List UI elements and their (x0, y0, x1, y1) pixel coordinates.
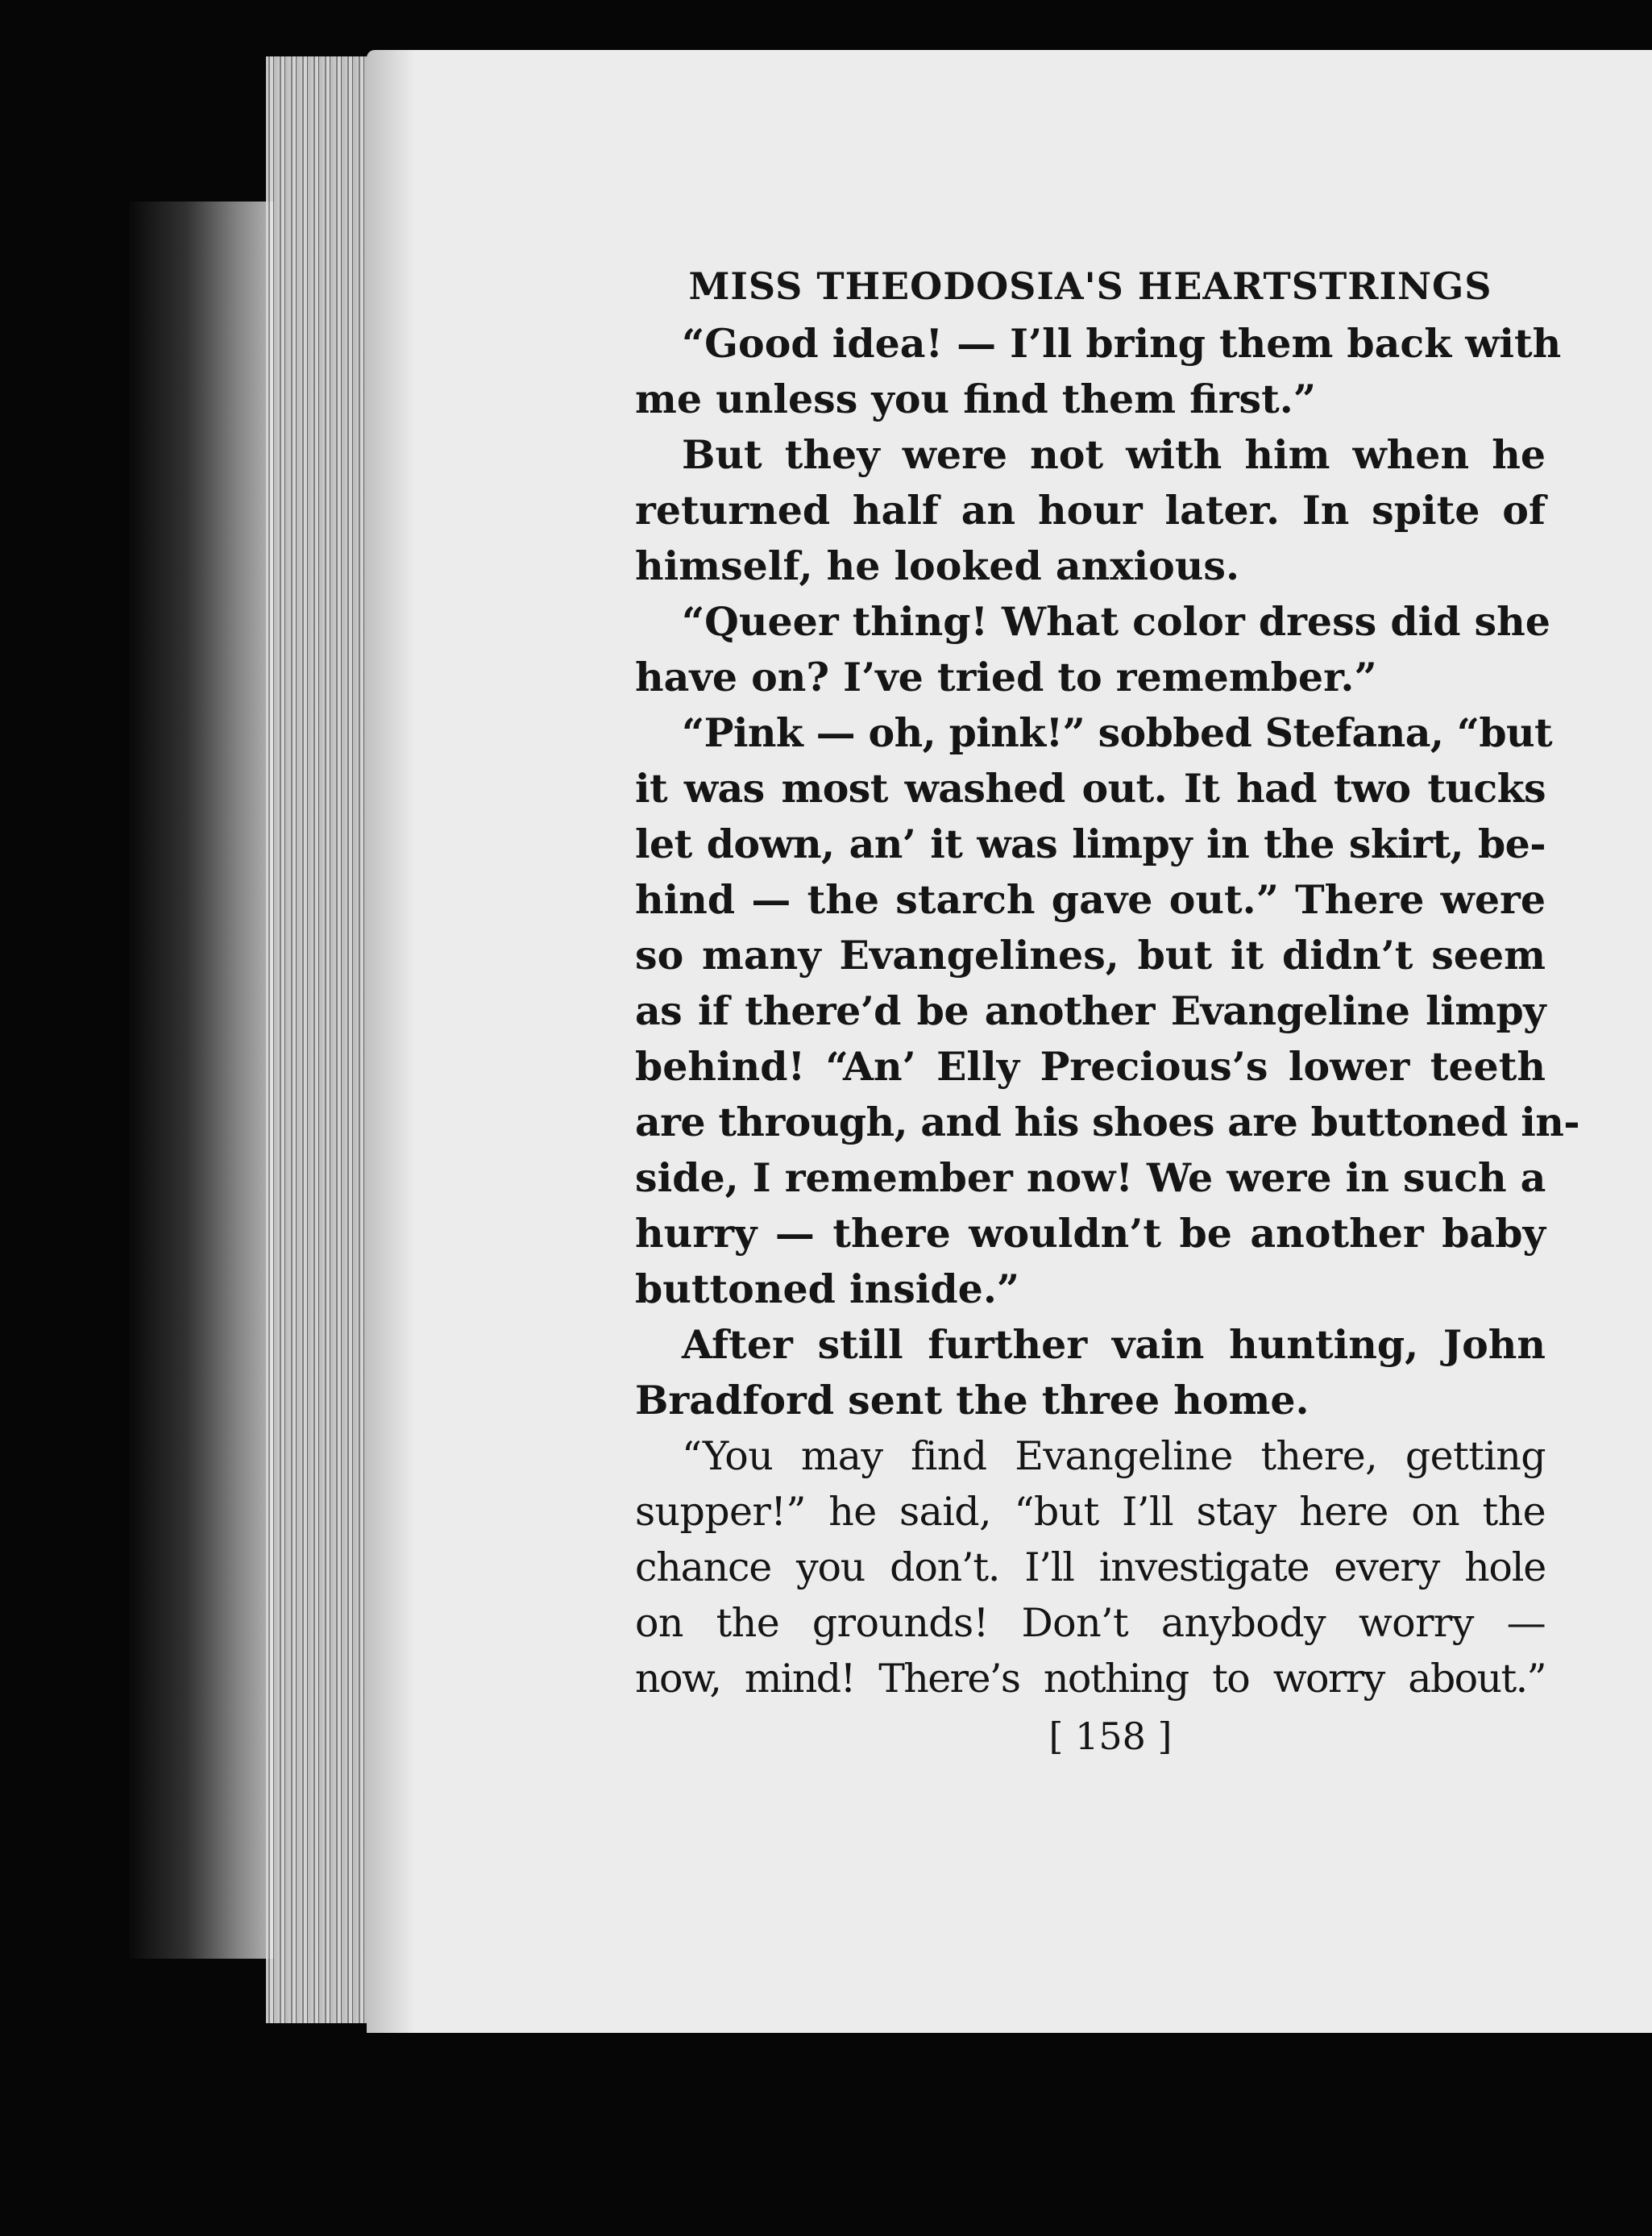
text-line: me unless you find them first.” (635, 376, 1317, 422)
page-text-block (635, 264, 1580, 1758)
text-line: “Queer thing! What color dress did she (682, 598, 1550, 645)
text-line: returned half an hour later. In spite of (635, 487, 1546, 534)
text-line: Bradford sent the three home. (635, 1377, 1310, 1423)
text-line: himself, he looked anxious. (635, 542, 1240, 589)
text-line: behind! “An’ Elly Precious’s lower teeth (635, 1043, 1546, 1090)
text-line: supper!” he said, “but I’ll stay here on the (635, 1489, 1546, 1535)
text-line: “Good idea! — I’ll bring them back with (682, 320, 1562, 367)
paragraph (635, 1428, 1546, 1706)
text-line: are through, and his shoes are buttoned in- (635, 1099, 1580, 1145)
paragraph (635, 705, 1580, 1317)
text-line: side, I remember now! We were in such a (635, 1154, 1546, 1201)
text-line: as if there’d be another Evangeline limpy (635, 987, 1546, 1034)
text-line: now, mind! There’s nothing to worry about.” (635, 1656, 1546, 1702)
text-line: “Pink — oh, pink!” sobbed Stefana, “but (682, 709, 1553, 756)
text-line: on the grounds! Don’t anybody worry — (635, 1600, 1546, 1646)
paragraph (635, 427, 1546, 594)
text-line: “You may find Evangeline there, getting (682, 1433, 1546, 1479)
paragraph (635, 1317, 1546, 1428)
text-line: so many Evangelines, but it didn’t seem (635, 932, 1546, 979)
page-number: [ 158 ] (1048, 1714, 1173, 1758)
text-line: After still further vain hunting, John (682, 1321, 1546, 1368)
text-line: chance you don’t. I’ll investigate every hole (635, 1544, 1546, 1590)
page-edges (266, 56, 371, 2023)
paragraph (635, 594, 1550, 705)
text-line: have on? I’ve tried to remember.” (635, 654, 1377, 700)
text-line: it was most washed out. It had two tucks (635, 765, 1546, 812)
text-line: let down, an’ it was limpy in the skirt, be- (635, 821, 1546, 867)
running-head: MISS THEODOSIA'S HEARTSTRINGS (688, 264, 1492, 308)
book-spine-shadow (129, 202, 274, 1959)
text-line: buttoned inside.” (635, 1266, 1020, 1312)
page-gutter-shade (367, 50, 415, 2033)
text-line: But they were not with him when he (682, 431, 1546, 478)
text-line: hind — the starch gave out.” There were (635, 876, 1546, 923)
text-line: hurry — there wouldn’t be another baby (635, 1210, 1546, 1257)
paragraph (635, 316, 1562, 427)
